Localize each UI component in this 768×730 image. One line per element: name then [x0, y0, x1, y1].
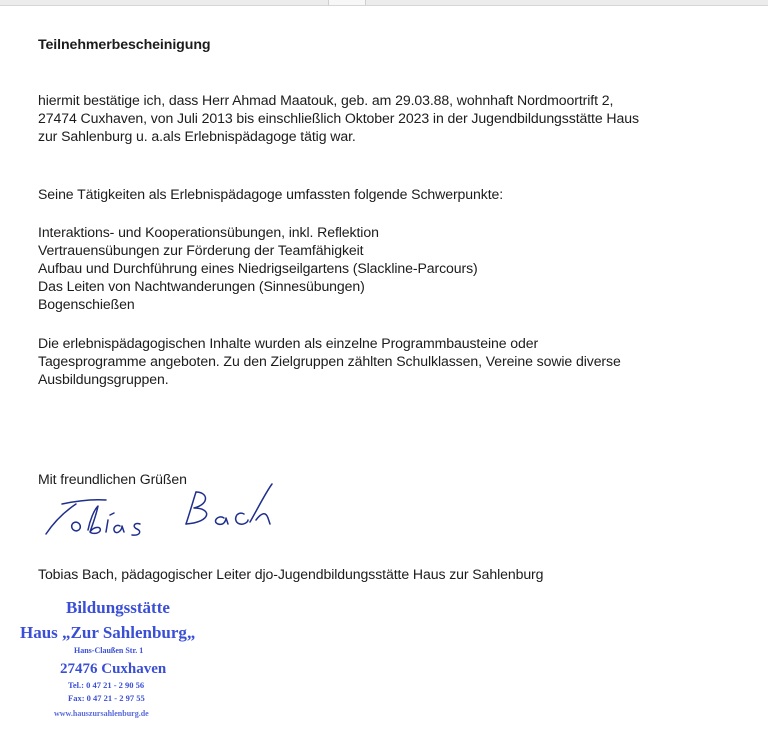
duty-item: Bogenschießen — [38, 296, 135, 312]
signature-stroke — [216, 517, 228, 525]
duties-heading: Seine Tätigkeiten als Erlebnispädagoge umfassten folgende Schwerpunkte: — [38, 186, 504, 202]
stamp-text: Haus „Zur Sahlenburg„ — [20, 623, 196, 642]
closing-line: Ausbildungsgruppen. — [38, 371, 169, 387]
signature-stroke — [256, 514, 270, 524]
duty-item: Das Leiten von Nachtwanderungen (Sinnesübungen) — [38, 278, 365, 294]
duty-item: Interaktions- und Kooperationsübungen, inkl. Reflektion — [38, 224, 379, 240]
closing-paragraph — [38, 334, 621, 388]
signature-stroke — [72, 522, 81, 531]
signer-line: Tobias Bach, pädagogischer Leiter djo-Jugendbildungsstätte Haus zur Sahlenburg — [38, 566, 544, 582]
document-title: Teilnehmerbescheinigung — [38, 37, 211, 53]
stamp-text: Fax: 0 47 21 - 2 97 55 — [68, 693, 145, 703]
signature-stroke — [132, 524, 140, 536]
signature-stroke — [106, 520, 108, 532]
greeting: Mit freundlichen Grüßen — [38, 471, 187, 487]
duties-list — [38, 223, 478, 313]
intro-line: hiermit bestätige ich, dass Herr Ahmad Maatouk, geb. am 29.03.88, wohnhaft Nordmoortrift 2, — [38, 92, 614, 108]
closing-line: Die erlebnispädagogischen Inhalte wurden als einzelne Programmbausteine oder — [38, 335, 539, 351]
handwritten-signature — [36, 482, 276, 544]
closing-line: Tagesprogramme angeboten. Zu den Zielgruppen zählten Schulklassen, Vereine sowie diverse — [38, 353, 621, 369]
signature-stroke — [114, 525, 124, 532]
signature-stroke — [236, 513, 248, 524]
signature-stroke — [110, 513, 114, 515]
intro-paragraph — [38, 91, 758, 145]
scroll-handle[interactable] — [328, 0, 366, 5]
intro-line: 27474 Cuxhaven, von Juli 2013 bis einschließlich Oktober 2023 in der Jugendbildungsstätte Haus — [38, 110, 639, 126]
stamp-text: Bildungsstätte — [66, 598, 170, 617]
duty-item: Vertrauensübungen zur Förderung der Teamfähigkeit — [38, 242, 364, 258]
stamp-text: www.hauszursahlenburg.de — [54, 709, 149, 718]
intro-line: zur Sahlenburg u. a.als Erlebnispädagoge tätig war. — [38, 128, 356, 144]
signature-stroke — [186, 492, 207, 524]
institution-stamp — [18, 596, 248, 724]
signature-stroke — [88, 506, 100, 533]
signature-stroke — [46, 504, 76, 534]
stamp-text: Tel.: 0 47 21 - 2 90 56 — [68, 680, 145, 690]
signature-stroke — [250, 484, 272, 522]
duty-item: Aufbau und Durchführung eines Niedrigseilgartens (Slackline-Parcours) — [38, 260, 478, 276]
stamp-text: 27476 Cuxhaven — [60, 661, 167, 677]
stamp-text: Hans-Claußen Str. 1 — [74, 646, 144, 655]
scroll-edge — [0, 0, 768, 6]
signature-stroke — [62, 500, 106, 504]
